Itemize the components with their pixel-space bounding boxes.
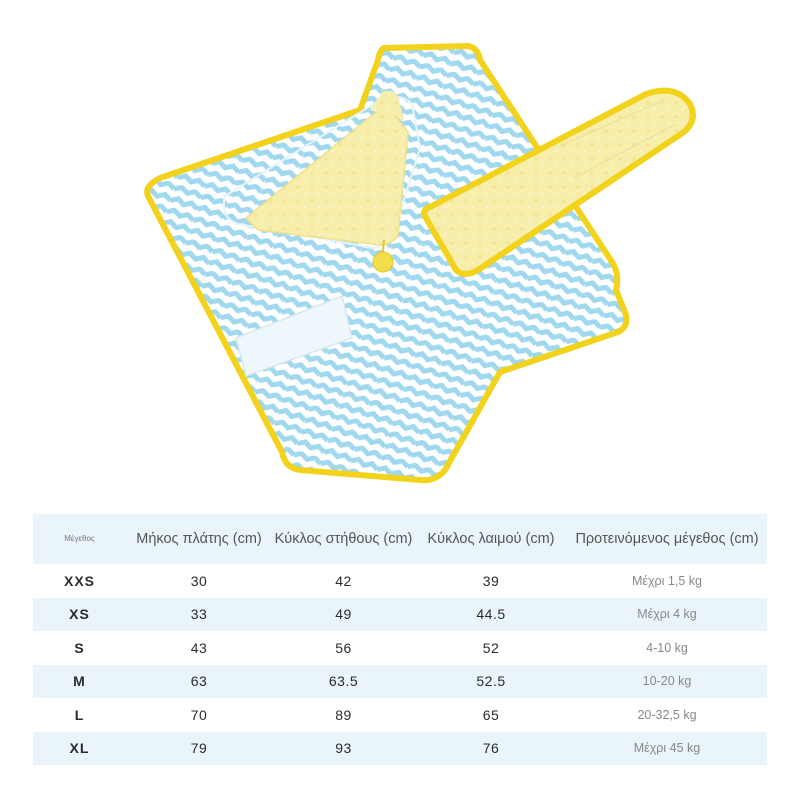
table-row (33, 698, 767, 732)
cell-recommended: 20-32,5 kg (637, 707, 697, 722)
cell-neck: 52.5 (476, 673, 506, 690)
cell-size: M (73, 673, 86, 690)
cell-back-length: 63 (190, 673, 208, 690)
header-chest: Κύκλος στήθους (cm) (274, 531, 413, 547)
table-row (33, 665, 767, 699)
cell-neck: 76 (482, 740, 500, 757)
cell-recommended: 10-20 kg (642, 674, 692, 689)
cell-neck: 52 (482, 639, 500, 656)
cell-size: S (74, 639, 85, 656)
cell-size: L (74, 706, 85, 723)
cell-size: XS (69, 606, 90, 623)
cell-recommended: Μέχρι 4 kg (637, 607, 697, 622)
header-neck: Κύκλος λαιμού (cm) (427, 531, 555, 547)
cell-chest: 93 (335, 740, 352, 757)
cell-chest: 63.5 (328, 673, 359, 690)
cell-chest: 89 (335, 706, 352, 723)
cell-back-length: 43 (190, 639, 208, 656)
cell-back-length: 79 (190, 740, 208, 757)
size-chart-table (33, 514, 767, 765)
table-row (33, 598, 767, 632)
cell-recommended: Μέχρι 45 kg (633, 741, 701, 756)
cell-recommended: 4-10 kg (646, 640, 688, 655)
cell-recommended: Μέχρι 1,5 kg (632, 573, 702, 588)
cell-back-length: 30 (190, 572, 208, 589)
cell-chest: 42 (335, 572, 352, 589)
table-row (33, 564, 767, 598)
header-recommended: Προτεινόμενος μέγεθος (cm) (575, 531, 759, 547)
cell-chest: 56 (335, 639, 352, 656)
table-header-row (33, 514, 767, 564)
cell-neck: 39 (482, 572, 500, 589)
header-back-length: Μήκος πλάτης (cm) (136, 531, 262, 547)
cell-chest: 49 (335, 606, 352, 623)
pompom (373, 252, 393, 272)
header-size: Μέγεθος (64, 534, 95, 543)
cell-neck: 65 (482, 706, 500, 723)
table-row (33, 631, 767, 665)
cell-size: XL (69, 740, 90, 757)
cell-back-length: 33 (190, 606, 208, 623)
cell-size: XXS (63, 572, 95, 589)
cell-back-length: 70 (190, 706, 208, 723)
table-row (33, 732, 767, 766)
cell-neck: 44.5 (476, 606, 506, 623)
